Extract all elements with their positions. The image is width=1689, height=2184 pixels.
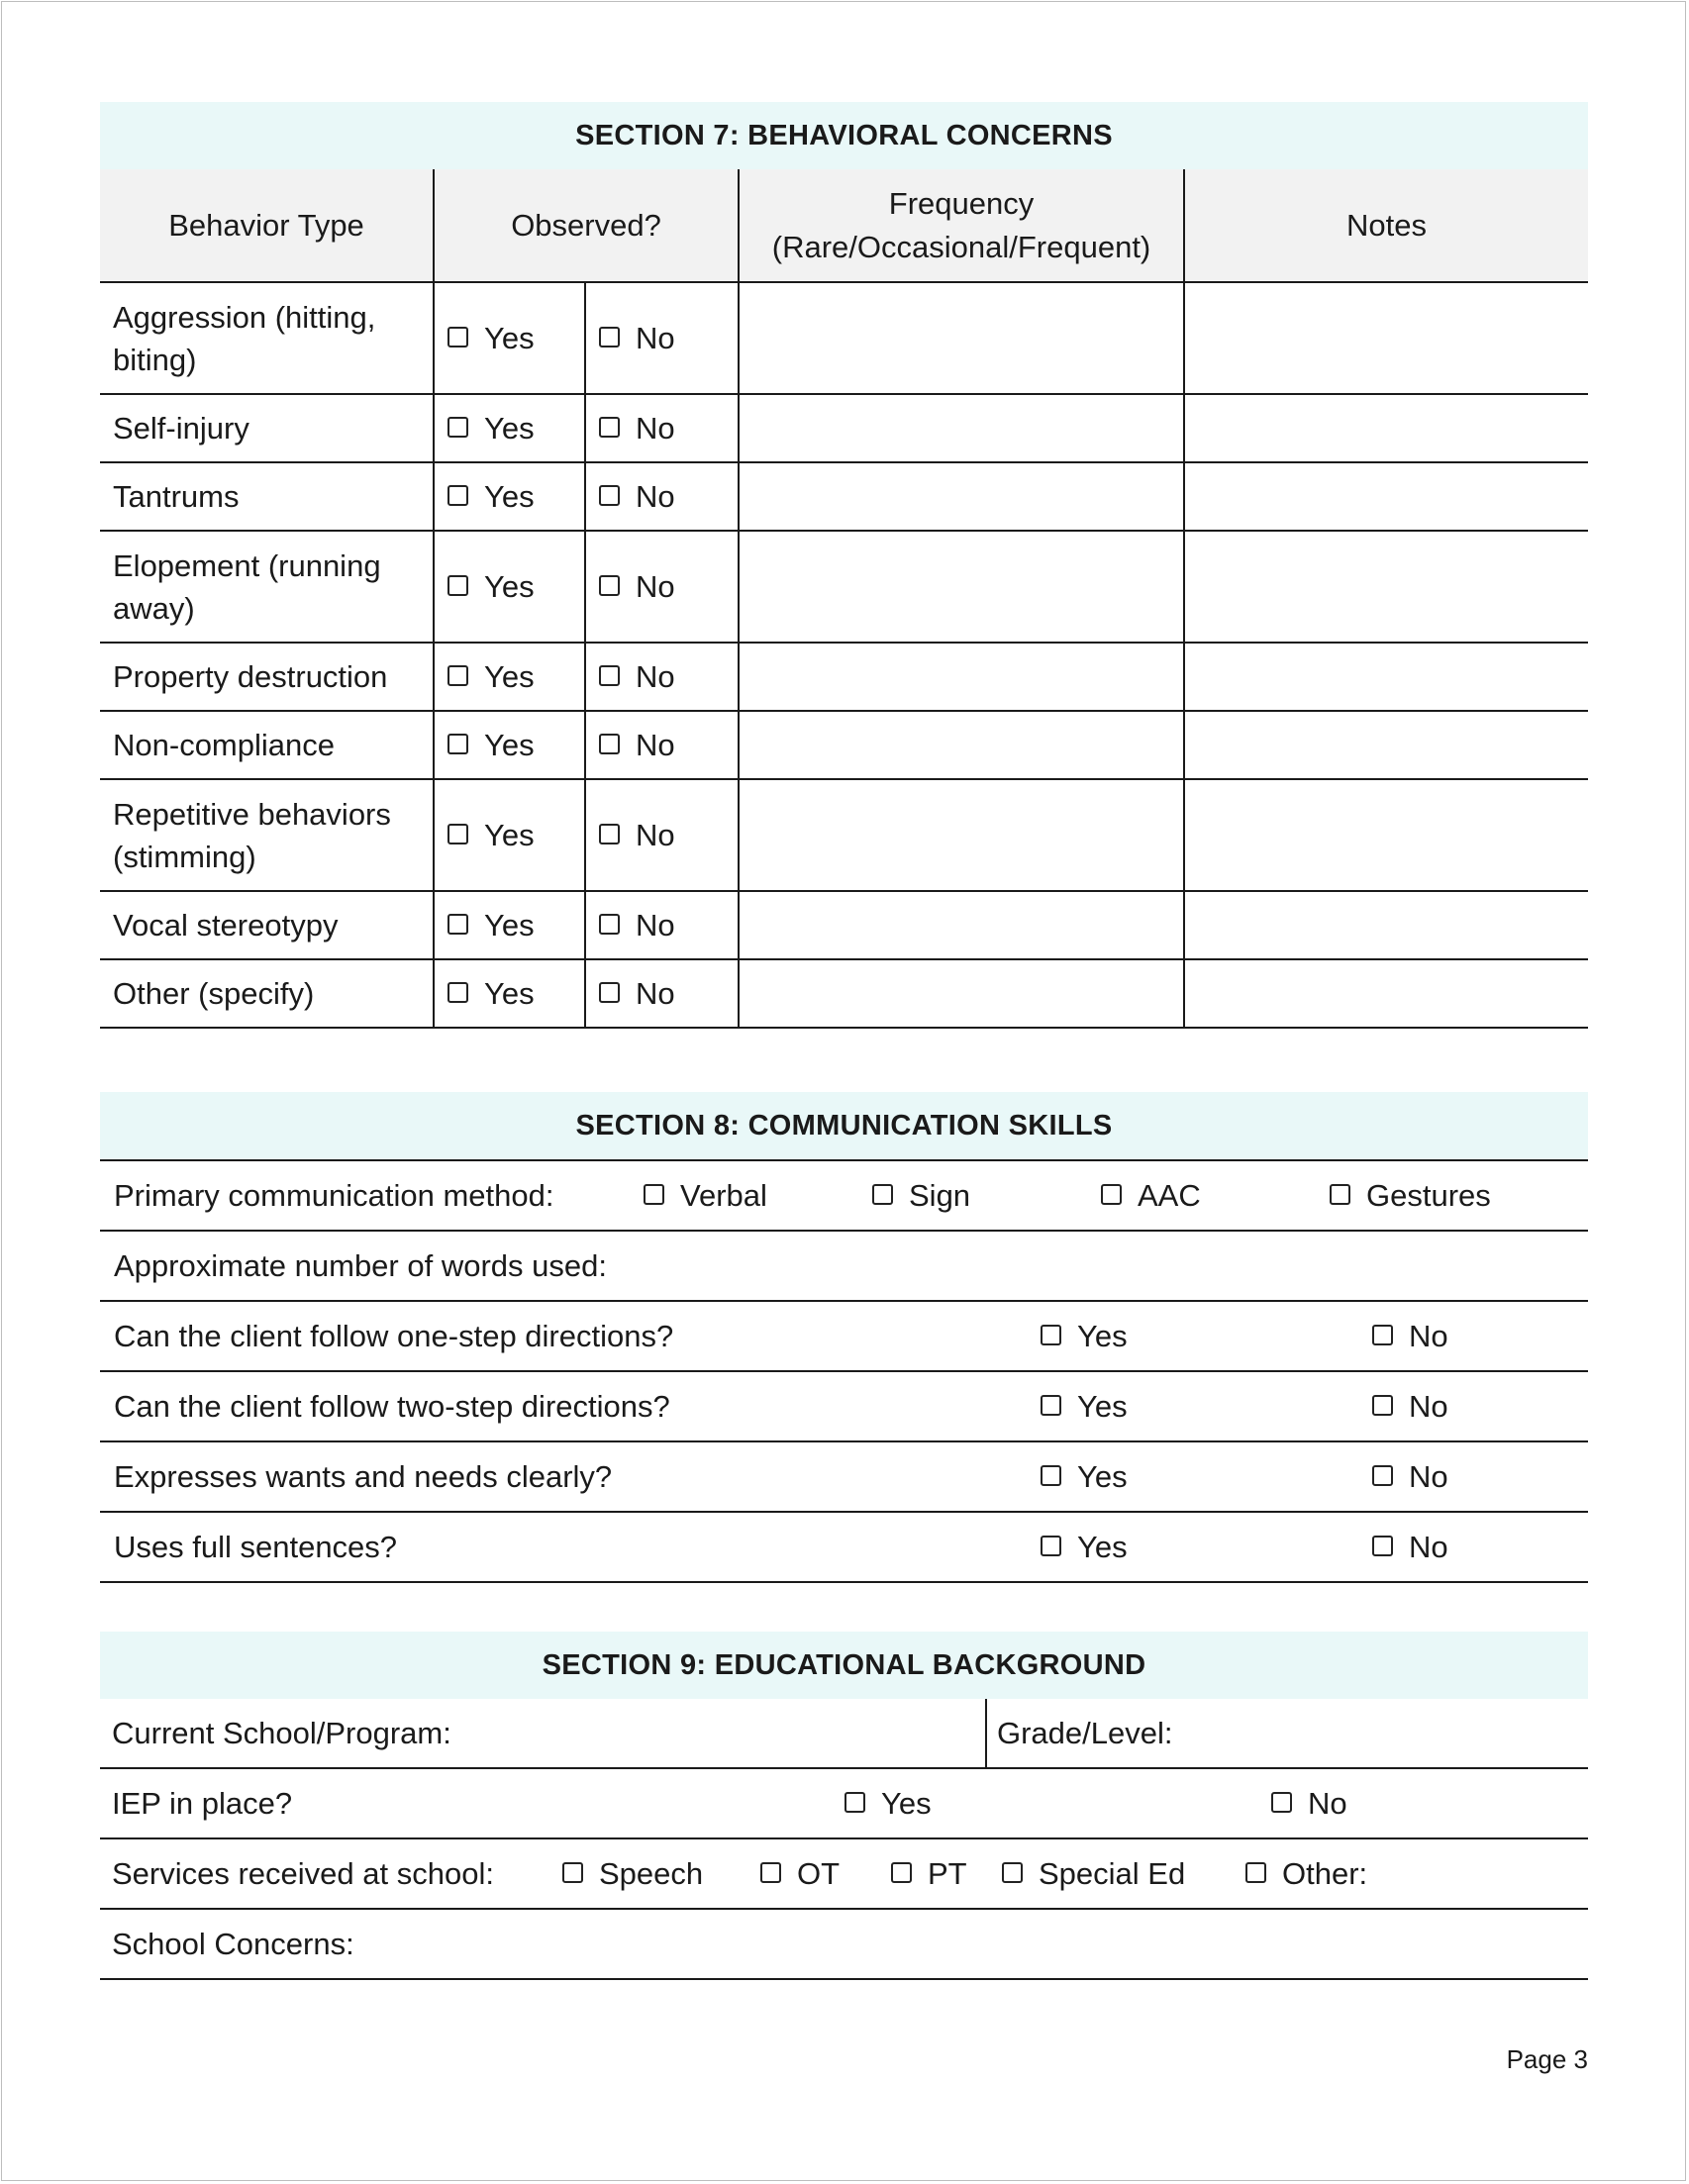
comm-yes-option[interactable] <box>1041 1513 1128 1581</box>
notes-cell[interactable] <box>1184 282 1588 394</box>
iep-yes-label: Yes <box>881 1786 932 1821</box>
yes-label: Yes <box>1077 1459 1128 1494</box>
method-aac-option[interactable] <box>1101 1161 1201 1230</box>
concerns-label: School Concerns: <box>112 1927 354 1961</box>
behavior-row <box>100 643 1588 711</box>
section-9 <box>100 1632 1588 1980</box>
checkbox[interactable] <box>1245 1862 1266 1883</box>
comm-question-row <box>100 1302 1588 1372</box>
observed-no-cell[interactable] <box>585 462 739 531</box>
checkbox[interactable] <box>1372 1325 1393 1345</box>
no-label: No <box>1409 1389 1448 1424</box>
notes-cell[interactable] <box>1184 462 1588 531</box>
observed-no-cell[interactable] <box>585 711 739 779</box>
no-label: No <box>636 818 675 852</box>
grade-field[interactable]: Grade/Level: <box>997 1716 1173 1750</box>
notes-cell[interactable] <box>1184 394 1588 462</box>
notes-cell[interactable] <box>1184 779 1588 891</box>
no-label: No <box>1409 1530 1448 1564</box>
frequency-cell[interactable] <box>739 779 1184 891</box>
iep-no-option[interactable] <box>1271 1769 1347 1837</box>
observed-yes-cell[interactable] <box>434 643 585 711</box>
comm-question-row <box>100 1372 1588 1442</box>
school-field[interactable]: Current School/Program: <box>112 1716 451 1750</box>
no-label: No <box>636 728 675 762</box>
behavior-table <box>100 169 1588 1029</box>
checkbox[interactable] <box>1271 1792 1292 1813</box>
checkbox[interactable] <box>1330 1184 1350 1205</box>
method-verbal-label: Verbal <box>680 1178 767 1213</box>
behavior-type-cell <box>100 959 434 1028</box>
comm-question-row <box>100 1442 1588 1513</box>
observed-no-cell[interactable] <box>585 891 739 959</box>
checkbox[interactable] <box>1041 1465 1061 1486</box>
yes-label: Yes <box>484 321 535 355</box>
method-gestures-option[interactable] <box>1330 1161 1491 1230</box>
checkbox[interactable] <box>1372 1395 1393 1416</box>
checkbox[interactable] <box>447 734 468 754</box>
observed-no-cell[interactable] <box>585 282 739 394</box>
service-other-option[interactable] <box>1245 1839 1367 1908</box>
frequency-cell[interactable] <box>739 643 1184 711</box>
comm-question-label: Can the client follow one-step directions? <box>114 1319 674 1353</box>
behavior-name-line1: Vocal stereotypy <box>113 908 339 943</box>
frequency-cell[interactable] <box>739 282 1184 394</box>
behavior-type-cell <box>100 643 434 711</box>
checkbox[interactable] <box>872 1184 893 1205</box>
words-row[interactable] <box>100 1232 1588 1302</box>
checkbox[interactable] <box>760 1862 781 1883</box>
checkbox[interactable] <box>447 914 468 935</box>
yes-label: Yes <box>484 569 535 604</box>
notes-cell[interactable] <box>1184 891 1588 959</box>
comm-question-row <box>100 1513 1588 1583</box>
checkbox[interactable] <box>599 665 620 686</box>
school-row <box>100 1699 1588 1769</box>
section-8-title: SECTION 8: COMMUNICATION SKILLS <box>100 1092 1588 1161</box>
comm-yes-option[interactable] <box>1041 1442 1128 1511</box>
iep-label: IEP in place? <box>112 1786 293 1821</box>
behavior-name-line1: Non-compliance <box>113 728 335 762</box>
checkbox[interactable] <box>1372 1536 1393 1556</box>
section-8 <box>100 1092 1588 1583</box>
service-other-label: Other: <box>1282 1856 1368 1891</box>
observed-no-cell[interactable] <box>585 643 739 711</box>
behavior-row <box>100 531 1588 643</box>
method-verbal-option[interactable] <box>644 1161 767 1230</box>
yes-label: Yes <box>1077 1530 1128 1564</box>
behavior-row <box>100 462 1588 531</box>
section-7-title: SECTION 7: BEHAVIORAL CONCERNS <box>100 102 1588 169</box>
services-label: Services received at school: <box>112 1856 494 1891</box>
comm-question-label: Uses full sentences? <box>114 1530 398 1564</box>
checkbox[interactable] <box>599 327 620 347</box>
no-label: No <box>636 908 675 943</box>
yes-label: Yes <box>1077 1319 1128 1353</box>
observed-yes-cell[interactable] <box>434 282 585 394</box>
notes-cell[interactable] <box>1184 959 1588 1028</box>
divider <box>985 1699 987 1767</box>
header-frequency-line1: Frequency <box>888 185 1035 221</box>
behavior-name-line1: Property destruction <box>113 659 388 694</box>
method-gestures-label: Gestures <box>1366 1178 1491 1213</box>
behavior-row <box>100 711 1588 779</box>
method-sign-option[interactable] <box>872 1161 970 1230</box>
checkbox[interactable] <box>1372 1465 1393 1486</box>
behavior-type-cell <box>100 779 434 891</box>
no-label: No <box>636 411 675 446</box>
yes-label: Yes <box>484 479 535 514</box>
behavior-row <box>100 282 1588 394</box>
observed-no-cell[interactable] <box>585 531 739 643</box>
observed-no-cell[interactable] <box>585 394 739 462</box>
observed-yes-cell[interactable] <box>434 891 585 959</box>
comm-question-label: Expresses wants and needs clearly? <box>114 1459 613 1494</box>
behavior-name-line2: biting) <box>113 342 197 377</box>
no-label: No <box>636 321 675 355</box>
behavior-type-cell <box>100 531 434 643</box>
behavior-name-line1: Elopement (running <box>113 547 381 583</box>
notes-cell[interactable] <box>1184 643 1588 711</box>
observed-yes-cell[interactable] <box>434 462 585 531</box>
service-special-ed-option[interactable] <box>1002 1839 1185 1908</box>
frequency-cell[interactable] <box>739 891 1184 959</box>
primary-method-row <box>100 1161 1588 1232</box>
header-frequency <box>739 169 1184 282</box>
yes-label: Yes <box>484 818 535 852</box>
checkbox[interactable] <box>562 1862 583 1883</box>
checkbox[interactable] <box>599 982 620 1003</box>
header-observed: Observed? <box>434 169 739 282</box>
notes-cell[interactable] <box>1184 531 1588 643</box>
checkbox[interactable] <box>447 824 468 844</box>
frequency-cell[interactable] <box>739 959 1184 1028</box>
checkbox[interactable] <box>599 914 620 935</box>
behavior-type-cell <box>100 711 434 779</box>
comm-no-option[interactable] <box>1372 1302 1448 1370</box>
yes-label: Yes <box>484 411 535 446</box>
behavior-type-cell <box>100 394 434 462</box>
iep-row <box>100 1769 1588 1839</box>
yes-label: Yes <box>484 728 535 762</box>
method-sign-label: Sign <box>909 1178 971 1213</box>
service-ot-label: OT <box>797 1856 841 1891</box>
checkbox[interactable] <box>1041 1536 1061 1556</box>
frequency-cell[interactable] <box>739 462 1184 531</box>
checkbox[interactable] <box>447 327 468 347</box>
checkbox[interactable] <box>599 417 620 438</box>
behavior-row <box>100 394 1588 462</box>
observed-yes-cell[interactable] <box>434 779 585 891</box>
frequency-cell[interactable] <box>739 394 1184 462</box>
behavior-row <box>100 891 1588 959</box>
yes-label: Yes <box>484 976 535 1011</box>
comm-no-option[interactable] <box>1372 1513 1448 1581</box>
comm-no-option[interactable] <box>1372 1372 1448 1440</box>
service-pt-label: PT <box>928 1856 967 1891</box>
comm-question-label: Can the client follow two-step directions? <box>114 1389 670 1424</box>
observed-yes-cell[interactable] <box>434 394 585 462</box>
iep-yes-option[interactable] <box>844 1769 932 1837</box>
service-pt-option[interactable] <box>891 1839 967 1908</box>
no-label: No <box>636 659 675 694</box>
header-behavior-type: Behavior Type <box>100 169 434 282</box>
notes-cell[interactable] <box>1184 711 1588 779</box>
checkbox[interactable] <box>844 1792 865 1813</box>
checkbox[interactable] <box>599 575 620 596</box>
section-9-title: SECTION 9: EDUCATIONAL BACKGROUND <box>100 1632 1588 1699</box>
behavior-row <box>100 959 1588 1028</box>
frequency-cell[interactable] <box>739 711 1184 779</box>
no-label: No <box>636 479 675 514</box>
comm-no-option[interactable] <box>1372 1442 1448 1511</box>
behavior-name-line1: Repetitive behaviors <box>113 796 391 832</box>
yes-label: Yes <box>1077 1389 1128 1424</box>
words-label: Approximate number of words used: <box>114 1248 607 1283</box>
yes-label: Yes <box>484 908 535 943</box>
behavior-type-cell <box>100 462 434 531</box>
checkbox[interactable] <box>1041 1395 1061 1416</box>
behavior-name-line1: Aggression (hitting, <box>113 299 376 335</box>
section-7 <box>100 102 1588 1029</box>
observed-no-cell[interactable] <box>585 779 739 891</box>
checkbox[interactable] <box>891 1862 912 1883</box>
no-label: No <box>1409 1319 1448 1353</box>
behavior-name-line1: Tantrums <box>113 479 240 514</box>
page-number: Page 3 <box>1506 2044 1588 2074</box>
no-label: No <box>1409 1459 1448 1494</box>
checkbox[interactable] <box>447 575 468 596</box>
service-ot-option[interactable] <box>760 1839 840 1908</box>
behavior-name-line1: Other (specify) <box>113 976 315 1011</box>
behavior-name-line2: (stimming) <box>113 839 256 874</box>
checkbox[interactable] <box>1002 1862 1023 1883</box>
no-label: No <box>636 976 675 1011</box>
services-row <box>100 1839 1588 1910</box>
behavior-table-header <box>100 169 1588 282</box>
checkbox[interactable] <box>599 734 620 754</box>
checkbox[interactable] <box>599 485 620 506</box>
concerns-row[interactable] <box>100 1910 1588 1980</box>
checkbox[interactable] <box>447 485 468 506</box>
header-frequency-line2: (Rare/Occasional/Frequent) <box>771 229 1151 264</box>
service-special-ed-label: Special Ed <box>1039 1856 1186 1891</box>
checkbox[interactable] <box>644 1184 664 1205</box>
behavior-row <box>100 779 1588 891</box>
checkbox[interactable] <box>599 824 620 844</box>
primary-method-label: Primary communication method: <box>114 1178 554 1213</box>
checkbox[interactable] <box>447 665 468 686</box>
comm-yes-option[interactable] <box>1041 1372 1128 1440</box>
no-label: No <box>636 569 675 604</box>
checkbox[interactable] <box>447 417 468 438</box>
observed-yes-cell[interactable] <box>434 531 585 643</box>
yes-label: Yes <box>484 659 535 694</box>
observed-yes-cell[interactable] <box>434 711 585 779</box>
header-notes: Notes <box>1184 169 1588 282</box>
behavior-type-cell <box>100 282 434 394</box>
service-speech-label: Speech <box>599 1856 704 1891</box>
checkbox[interactable] <box>1041 1325 1061 1345</box>
observed-no-cell[interactable] <box>585 959 739 1028</box>
behavior-name-line2: away) <box>113 590 195 626</box>
comm-yes-option[interactable] <box>1041 1302 1128 1370</box>
frequency-cell[interactable] <box>739 531 1184 643</box>
service-speech-option[interactable] <box>562 1839 703 1908</box>
checkbox[interactable] <box>1101 1184 1122 1205</box>
method-aac-label: AAC <box>1138 1178 1201 1213</box>
behavior-type-cell <box>100 891 434 959</box>
behavior-name-line1: Self-injury <box>113 411 249 446</box>
iep-no-label: No <box>1308 1786 1347 1821</box>
checkbox[interactable] <box>447 982 468 1003</box>
observed-yes-cell[interactable] <box>434 959 585 1028</box>
